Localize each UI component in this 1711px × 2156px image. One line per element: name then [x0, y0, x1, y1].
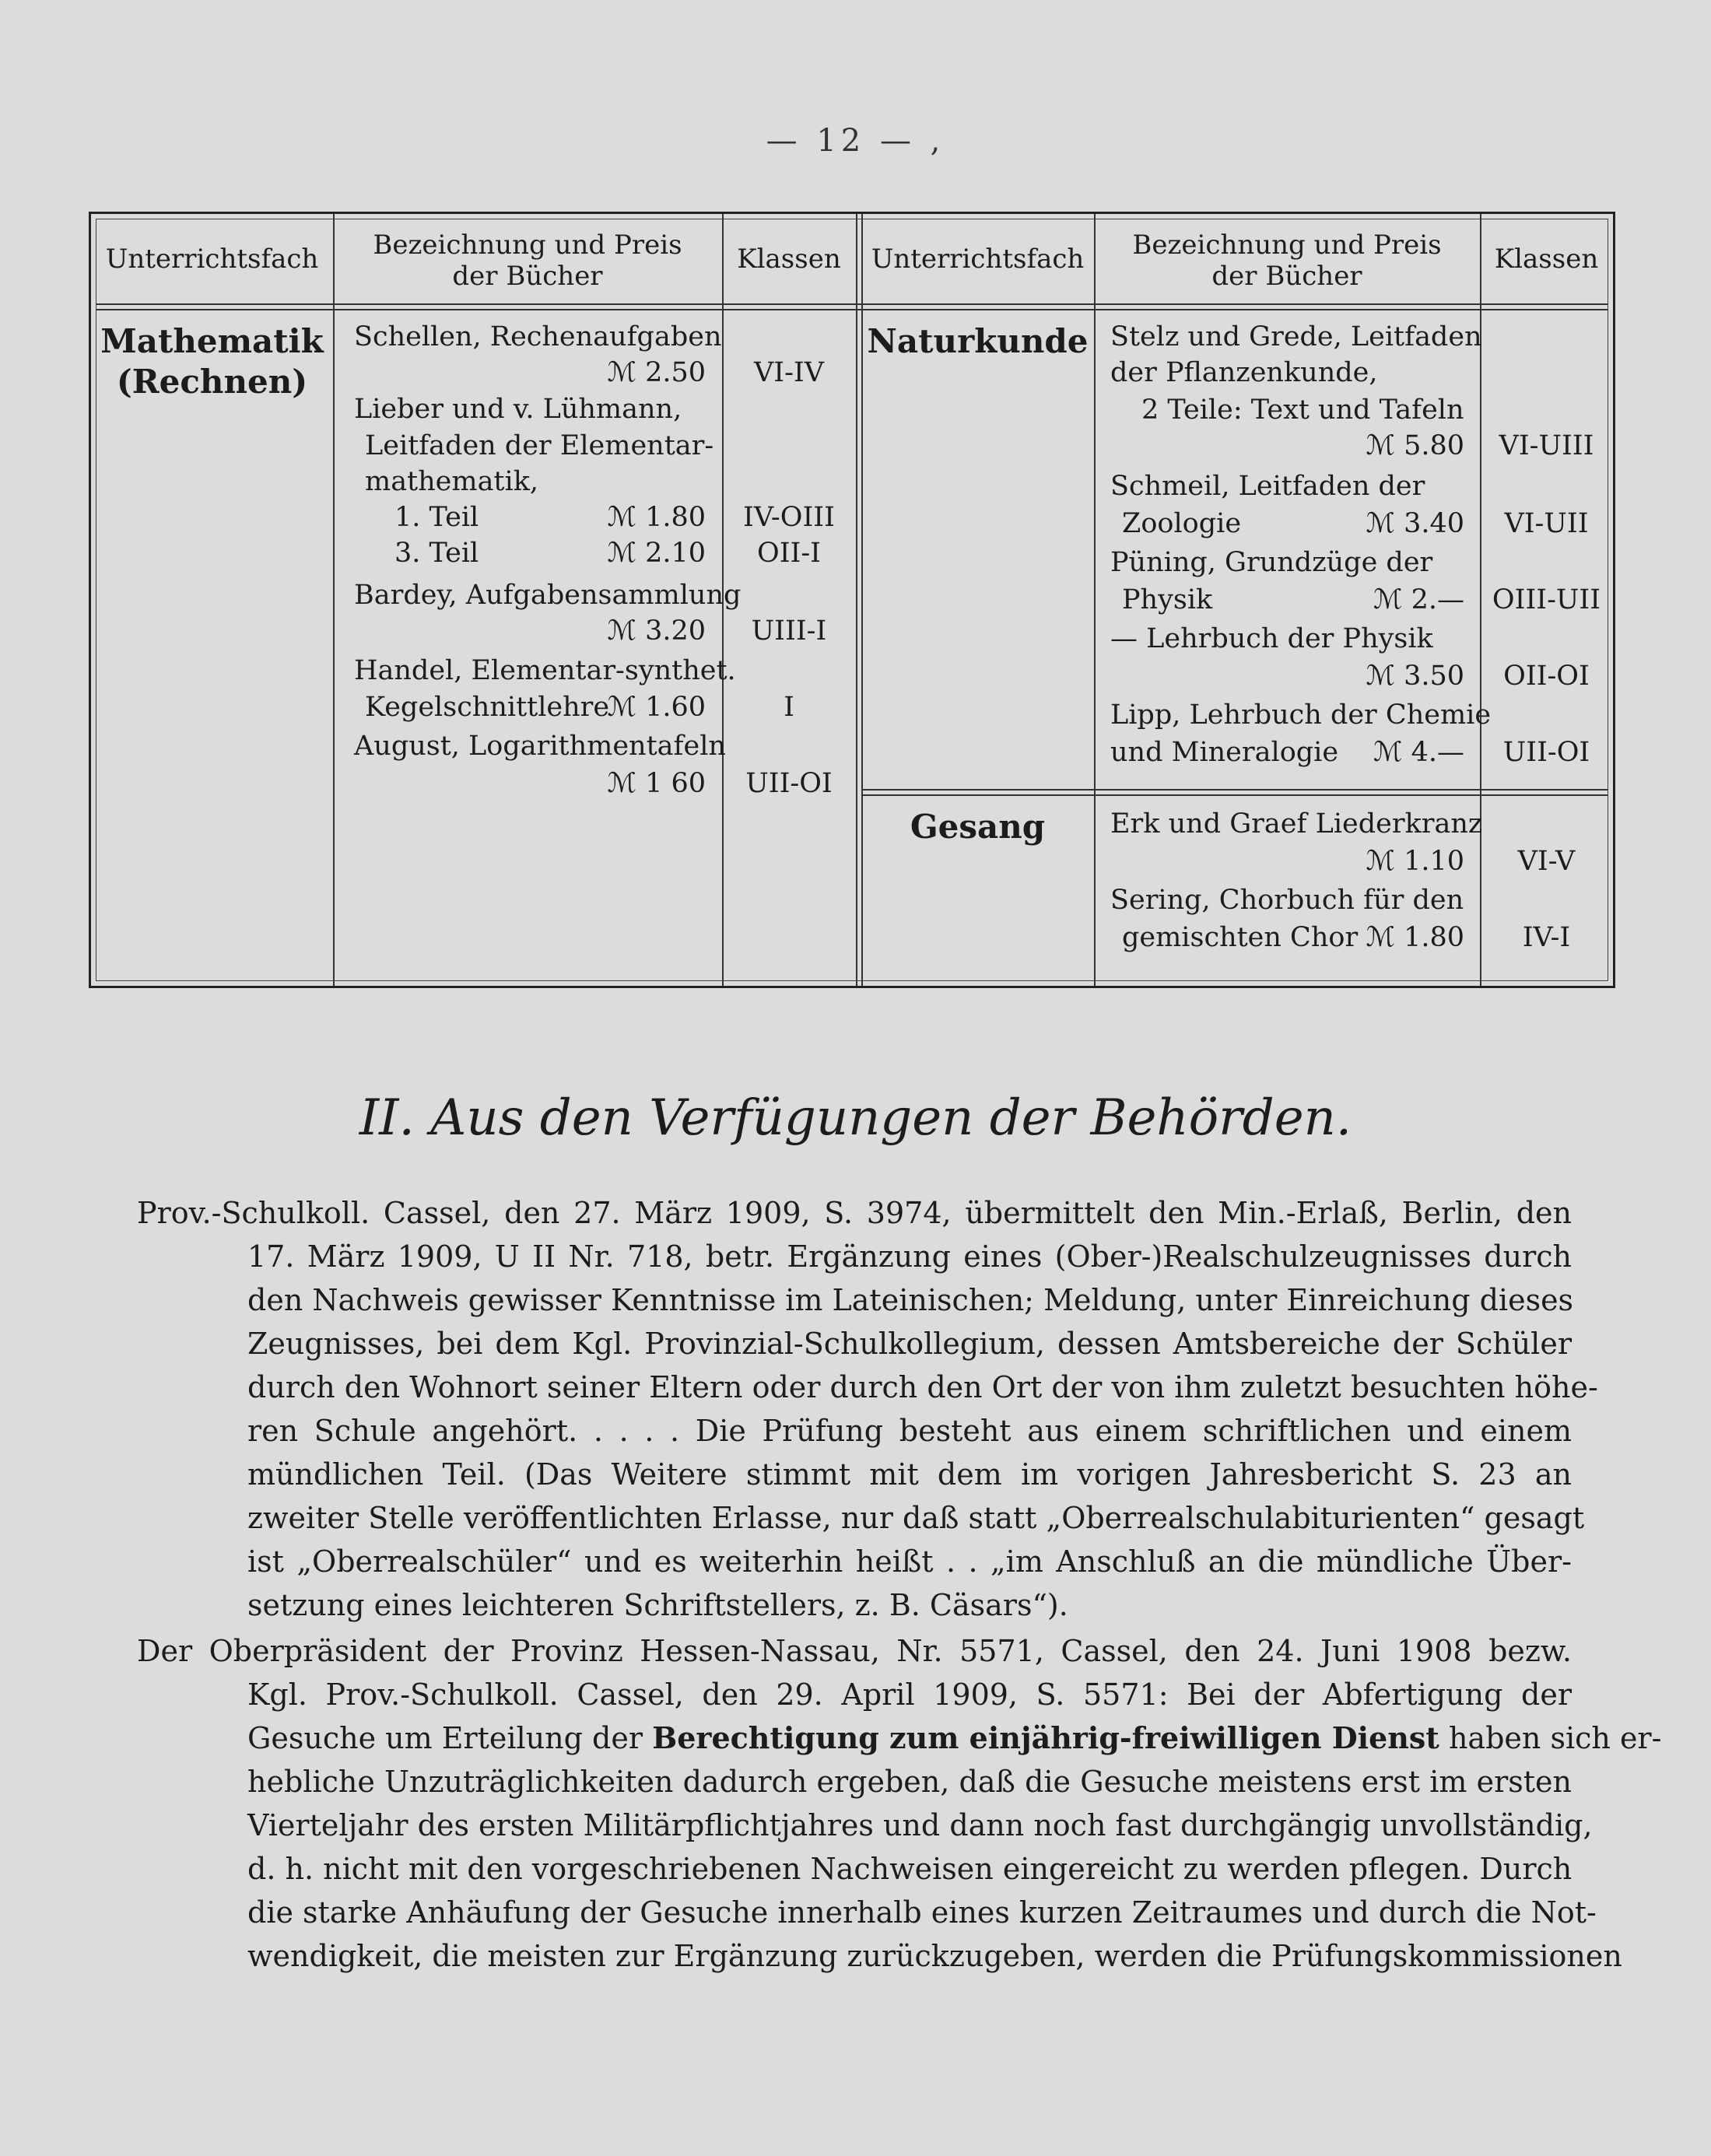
book-classes: OII-I [757, 538, 821, 569]
book-classes: VI-V [1517, 846, 1576, 877]
text-line: ist „Oberrealschüler“ und es weiterhin heißt . . „im Anschluß an die mündliche Über- [247, 1544, 1572, 1579]
text-line: d. h. nicht mit den vorgeschriebenen Nachweisen eingereicht zu werden pflegen. Durch [247, 1852, 1573, 1886]
book-title: — Lehrbuch der Physik [1110, 623, 1433, 654]
book-title: Lipp, Lehrbuch der Chemie [1110, 699, 1492, 731]
header-subject: Unterrichtsfach [105, 244, 319, 275]
book-price: ℳ 3.50 [1366, 661, 1464, 692]
text-line: Zeugnisses, bei dem Kgl. Provinzial-Schulkollegium, dessen Amtsbereiche der Schüler [247, 1327, 1572, 1361]
book-price: ℳ 2.10 [607, 538, 706, 569]
book-title: der Pflanzenkunde, [1110, 357, 1378, 388]
book-classes: OII-OI [1503, 661, 1590, 692]
text-line: durch den Wohnort seiner Eltern oder durch den Ort der von ihm zuletzt besuchten höhe- [247, 1370, 1598, 1404]
text-line: setzung eines leichteren Schriftstellers, z. B. Cäsars“). [247, 1588, 1068, 1622]
book-classes: UIII-I [751, 615, 827, 647]
book-title: Sering, Chorbuch für den [1110, 885, 1464, 916]
book-price: ℳ 4.— [1373, 737, 1464, 768]
book-price: ℳ 1.80 [1366, 922, 1464, 953]
book-price: ℳ 2.50 [607, 357, 706, 388]
text-line: hebliche Unzuträglichkeiten dadurch ergeben, daß die Gesuche meistens erst im ersten [247, 1765, 1572, 1799]
text-line: 17. März 1909, U II Nr. 718, betr. Ergänzung eines (Ober-)Realschulzeugnisses durch [247, 1239, 1572, 1274]
text-line: ren Schule angehört. . . . . Die Prüfung besteht aus einem schriftlichen und einem [247, 1414, 1572, 1448]
header-subject-2: Unterrichtsfach [871, 244, 1085, 275]
book-price: ℳ 1.10 [1366, 846, 1464, 877]
book-title: Leitfaden der Elementar- [365, 430, 714, 461]
book-title: 2 Teile: Text und Tafeln [1141, 394, 1464, 426]
book-price: ℳ 1 60 [607, 768, 706, 799]
text-line: Prov.-Schulkoll. Cassel, den 27. März 1909, S. 3974, übermittelt den Min.-Erlaß, Berlin, den [137, 1196, 1572, 1230]
book-classes: VI-UIII [1499, 430, 1594, 461]
section-title: II. Aus den Verfügungen der Behörden. [359, 1089, 1352, 1147]
book-title: Zoologie [1122, 508, 1242, 539]
text-line: wendigkeit, die meisten zur Ergänzung zurückzugeben, werden die Prüfungskommissionen [247, 1939, 1622, 1973]
book-title: Schellen, Rechenaufgaben [354, 321, 722, 352]
book-classes: I [784, 692, 794, 723]
book-table [89, 212, 1615, 988]
book-title: gemischten Chor [1122, 922, 1359, 953]
text-line-with-bold: Gesuche um Erteilung der Berechtigung zum einjährig-freiwilligen Dienst haben sich er- [247, 1720, 1662, 1755]
book-title: Erk und Graef Liederkranz [1110, 808, 1483, 840]
subject-mathematik: Mathematik (Rechnen) [100, 322, 324, 401]
paragraph-2 [137, 1629, 1572, 1673]
text-line: Kgl. Prov.-Schulkoll. Cassel, den 29. April 1909, S. 5571: Bei der Abfertigung der [247, 1677, 1572, 1712]
book-title: August, Logarithmentafeln [354, 731, 726, 762]
subject-gesang: Gesang [910, 808, 1046, 846]
subject-naturkunde: Naturkunde [867, 322, 1089, 360]
book-title: Physik [1122, 584, 1213, 615]
book-title: und Mineralogie [1110, 737, 1339, 768]
text-line: den Nachweis gewisser Kenntnisse im Lateinischen; Meldung, unter Einreichung dieses [247, 1283, 1574, 1317]
book-classes: OIII-UII [1492, 584, 1601, 615]
header-books: Bezeichnung und Preis der Bücher [373, 230, 682, 292]
book-title: Bardey, Aufgabensammlung [354, 580, 742, 611]
text-line: zweiter Stelle veröffentlichten Erlasse, nur daß statt „Oberrealschulabiturienten“ gesagt [247, 1501, 1585, 1535]
paragraph-1 [137, 1191, 1572, 1235]
header-classes-2: Klassen [1494, 244, 1599, 275]
book-price: ℳ 2.— [1373, 584, 1464, 615]
header-books-2: Bezeichnung und Preis der Bücher [1132, 230, 1442, 292]
book-title: Lieber und v. Lühmann, [354, 394, 682, 425]
book-title: Püning, Grundzüge der [1110, 547, 1433, 578]
text-line: mündlichen Teil. (Das Weitere stimmt mit dem im vorigen Jahresbericht S. 23 an [247, 1457, 1572, 1492]
book-classes: IV-I [1522, 922, 1571, 953]
text-line: Der Oberpräsident der Provinz Hessen-Nassau, Nr. 5571, Cassel, den 24. Juni 1908 bezw. [137, 1634, 1572, 1668]
book-classes: UII-OI [1502, 737, 1590, 768]
text-line: die starke Anhäufung der Gesuche innerhalb eines kurzen Zeitraumes und durch die Not- [247, 1895, 1597, 1930]
book-price: ℳ 5.80 [1366, 430, 1464, 461]
book-classes: IV-OIII [743, 502, 835, 533]
book-price: ℳ 3.40 [1366, 508, 1464, 539]
paragraph-1-body [247, 1235, 1598, 1627]
bold-phrase: Berechtigung zum einjährig-freiwilligen Dienst [652, 1720, 1439, 1755]
book-classes: VI-IV [753, 357, 825, 388]
book-title: Stelz und Grede, Leitfaden [1110, 321, 1482, 352]
book-title: 3. Teil [394, 538, 479, 569]
book-title: mathematik, [365, 466, 539, 497]
page-number: — 12 — , [766, 123, 945, 159]
text-line: Vierteljahr des ersten Militärpflichtjahres und dann noch fast durchgängig unvollständig, [247, 1808, 1593, 1842]
header-classes: Klassen [737, 244, 841, 275]
book-title: Kegelschnittlehre [365, 692, 610, 723]
book-title: Handel, Elementar-synthet. [354, 655, 736, 686]
book-price: ℳ 3.20 [607, 615, 706, 647]
book-classes: UII-OI [745, 768, 833, 799]
book-price: ℳ 1.60 [607, 692, 706, 723]
paragraph-2-body [247, 1673, 1662, 1978]
book-classes: VI-UII [1504, 508, 1589, 539]
book-title: Schmeil, Leitfaden der [1110, 471, 1425, 502]
book-title: 1. Teil [394, 502, 479, 533]
book-price: ℳ 1.80 [607, 502, 706, 533]
